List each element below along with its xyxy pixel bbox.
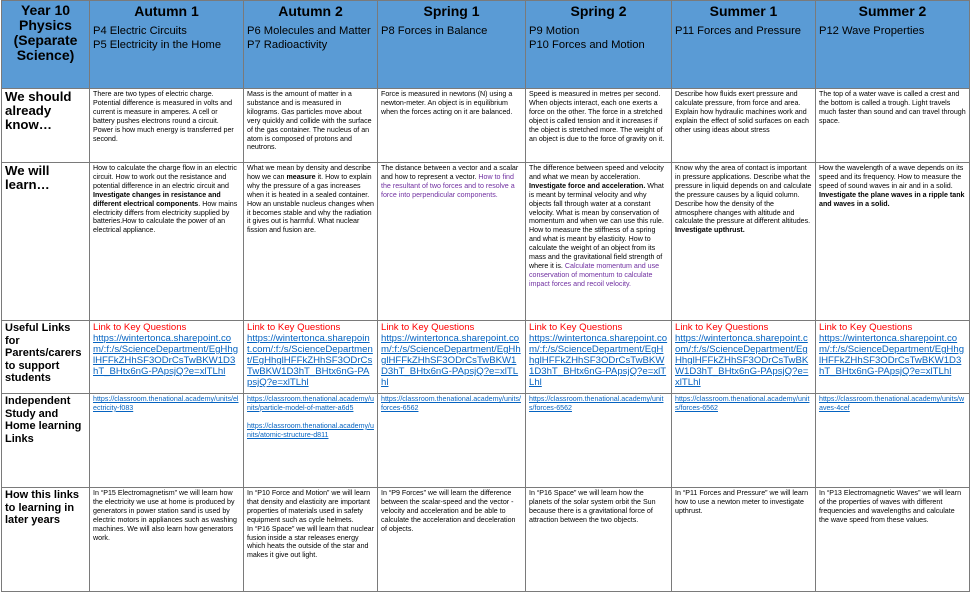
sharepoint-link[interactable]: https://wintertonca.sharepoint.com/:f:/s/ScienceDepartment/EgHhglHFFkZHhSF3ODrCsTwBKW1D3hT_BHtx6nG-PApsjQ?e=xlTLhl: [529, 333, 668, 388]
prior-knowledge-cell: Speed is measured in metres per second. When objects interact, each one exerts a force on the other. The force in a stretched object is called tension and it increases if the object is stretched more. The weight of an object is due to the force of gravity on it.: [526, 89, 672, 163]
practical-highlight: Investigate force and acceleration.: [529, 181, 646, 190]
table-title: Year 10 Physics (Separate Science): [2, 1, 90, 89]
learning-cell: [672, 163, 816, 321]
term-summer-2: [816, 1, 970, 89]
row-label: Useful Links for Parents/carers to support students: [2, 321, 90, 394]
prior-knowledge-cell: The top of a water wave is called a crest and the bottom is called a trough. Light travels much faster than sound and can travel through space.: [816, 89, 970, 163]
oak-academy-link[interactable]: https://classroom.thenational.academy/units/forces-6562: [529, 395, 664, 412]
sharepoint-link[interactable]: https://wintertonca.sharepoint.com/:f:/s/ScienceDepartment/EgHhglHFFkZHhSF3ODrCsTwBKW1D3hT_BHtx6nG-PApsjQ?e=xlTLhl: [93, 333, 239, 377]
learning-text: How the wavelength of a wave depends on its speed and its frequency. How to measure the speed of sound waves in air and in a solid.: [819, 164, 964, 190]
unit-title: P5 Electricity in the Home: [93, 39, 222, 51]
learning-cell: [244, 163, 378, 321]
key-questions-label: Link to Key Questions: [529, 322, 623, 333]
later-learning-text: In “P16 Space” we will learn that nuclear fusion inside a star releases energy which heats the outside of the star and makes it give out light.: [247, 524, 374, 560]
useful-links-cell: [816, 321, 970, 394]
term-name: Spring 1: [423, 3, 480, 19]
unit-list: [381, 24, 522, 38]
prior-knowledge-cell: Force is measured in newtons (N) using a newton-meter. An object is in equilibrium when the forces acting on it are balanced.: [378, 89, 526, 163]
oak-academy-link[interactable]: https://classroom.thenational.academy/units/electricity-f083: [93, 395, 239, 412]
row-later-learning: [2, 488, 970, 592]
useful-links-cell: [526, 321, 672, 394]
independent-study-cell: [816, 394, 970, 488]
learning-cell: [816, 163, 970, 321]
independent-study-cell: [526, 394, 672, 488]
row-prior-knowledge: [2, 89, 970, 163]
row-independent-study: [2, 394, 970, 488]
useful-links-cell: [378, 321, 526, 394]
sharepoint-link[interactable]: https://wintertonca.sharepoint.com/:f:/s/ScienceDepartment/EgHhglHFFkZHhSF3ODrCsTwBKW1D3hT_BHtx6nG-PApsjQ?e=xlTLhl: [247, 333, 373, 388]
extension-text: How to find the resultant of two forces and to resolve a force into perpendicular components.: [381, 172, 515, 199]
learning-cell: [90, 163, 244, 321]
prior-knowledge-cell: Mass is the amount of matter in a substance and is measured in kilograms. Gas particles move about very quickly and collide with the surface of the gas container. The nucleus of an atom is composed of protons and neutrons.: [244, 89, 378, 163]
key-questions-label: Link to Key Questions: [675, 322, 769, 333]
unit-title: P11 Forces and Pressure: [675, 25, 802, 37]
key-questions-label: Link to Key Questions: [93, 322, 187, 333]
independent-study-cell: [244, 394, 378, 488]
learning-cell: [526, 163, 672, 321]
key-questions-label: Link to Key Questions: [247, 322, 341, 333]
key-questions-label: Link to Key Questions: [819, 322, 913, 333]
oak-academy-link[interactable]: https://classroom.thenational.academy/units/forces-6562: [675, 395, 810, 412]
independent-study-cell: [378, 394, 526, 488]
unit-title: P8 Forces in Balance: [381, 25, 488, 37]
unit-list: [93, 24, 240, 52]
key-questions-label: Link to Key Questions: [381, 322, 475, 333]
learning-text: The distance between a vector and a scalar and how to represent a vector.: [381, 164, 519, 181]
row-label: We will learn…: [2, 163, 90, 321]
learning-text: Know why the area of contact is important in pressure applications. Describe what the pressure in liquid depends on and calculate the pressure causes by a liquid column. Describe how the density of the atmosphere changes with altitude and calculate the pressure at different altitudes.: [675, 164, 812, 226]
row-label: Independent Study and Home learning Links: [2, 394, 90, 488]
term-spring-1: [378, 1, 526, 89]
term-name: Summer 1: [709, 3, 778, 19]
unit-title: P12 Wave Properties: [819, 25, 925, 37]
later-learning-cell: In “P11 Forces and Pressure” we will learn how to use a newton meter to investigate upthrust.: [672, 488, 816, 592]
practical-highlight: Investigate upthrust.: [675, 226, 745, 235]
learning-text: What is meant by terminal velocity and why objects fall through water at a constant velocity. What is mean by conservation of momentum and when we can use this rule. How to measure the stiffness of a spring and what is meant by elasticity. How to calculate the weight of an object from its mass and the gravitational field strength of where it is.: [529, 181, 664, 270]
row-label: We should already know…: [2, 89, 90, 163]
later-learning-text: In “P10 Force and Motion” we will learn that density and elasticity are important properties of materials used in safety equipment such as cycle helmets.: [247, 489, 371, 524]
term-autumn-1: [90, 1, 244, 89]
unit-title: P10 Forces and Motion: [529, 39, 645, 51]
term-name: Summer 2: [858, 3, 927, 19]
unit-list: [675, 24, 812, 38]
row-label: How this links to learning in later years: [2, 488, 90, 592]
useful-links-cell: [244, 321, 378, 394]
unit-title: P9 Motion: [529, 25, 580, 37]
unit-title: P4 Electric Circuits: [93, 25, 187, 37]
header-row: [2, 1, 970, 89]
sharepoint-link[interactable]: https://wintertonca.sharepoint.com/:f:/s/ScienceDepartment/EgHhglHFFkZHhSF3ODrCsTwBKW1D3hT_BHtx6nG-PApsjQ?e=xlTLhl: [675, 333, 809, 388]
curriculum-map-table: [1, 0, 970, 592]
row-learning: [2, 163, 970, 321]
term-name: Autumn 1: [134, 3, 199, 19]
independent-study-cell: [672, 394, 816, 488]
later-learning-cell: [244, 488, 378, 592]
unit-list: [529, 24, 668, 52]
oak-academy-link[interactable]: https://classroom.thenational.academy/units/waves-4cef: [819, 395, 965, 412]
learning-text: What we mean by density and describe how we can: [247, 164, 371, 181]
independent-study-cell: [90, 394, 244, 488]
later-learning-cell: In “P16 Space” we will learn how the planets of the solar system orbit the Sun because there is a gravitational force of attraction between the two objects.: [526, 488, 672, 592]
unit-list: [247, 24, 374, 52]
term-summer-1: [672, 1, 816, 89]
term-name: Spring 2: [570, 3, 627, 19]
unit-title: P6 Molecules and Matter: [247, 25, 371, 37]
practical-highlight: Investigate changes in resistance and different electrical components: [93, 190, 221, 208]
prior-knowledge-cell: Describe how fluids exert pressure and calculate pressure, from force and area. Explain how hydraulic machines work and explain the effect of solid surfaces on each other using ideas about stress: [672, 89, 816, 163]
later-learning-cell: In “P9 Forces” we will learn the difference between the scalar-speed and the vector -velocity and acceleration and be able to calculate the acceleration and deceleration of objects.: [378, 488, 526, 592]
row-useful-links: [2, 321, 970, 394]
practical-highlight: measure: [286, 172, 316, 181]
term-spring-2: [526, 1, 672, 89]
term-name: Autumn 2: [278, 3, 343, 19]
practical-highlight: Investigate the plane waves in a ripple tank and waves in a solid.: [819, 190, 965, 208]
learning-text: it. How to explain why the pressure of a gas increases when it is heated in a sealed container. How an unstable nucleus changes when it becomes stable and why the radiation it gives out is harmful. What nuclear fission and fusion are.: [247, 172, 374, 235]
useful-links-cell: [672, 321, 816, 394]
oak-academy-link[interactable]: https://classroom.thenational.academy/units/atomic-structure-d811: [247, 421, 374, 439]
learning-text: . How mains electricity differs from electricity supplied by batteries.How to calculate the power of an electrical appliance.: [93, 199, 238, 235]
extension-text: Calculate momentum and use conservation of momentum to calculate impact forces and recoil velocity.: [529, 261, 660, 288]
learning-cell: [378, 163, 526, 321]
learning-text: How to calculate the charge flow in an electric circuit. How to work out the resistance and potential difference in an electric circuit and: [93, 164, 237, 190]
useful-links-cell: [90, 321, 244, 394]
oak-academy-link[interactable]: https://classroom.thenational.academy/units/particle-model-of-matter-a6d5: [247, 395, 374, 412]
sharepoint-link[interactable]: https://wintertonca.sharepoint.com/:f:/s/ScienceDepartment/EgHhglHFFkZHhSF3ODrCsTwBKW1D3hT_BHtx6nG-PApsjQ?e=xlTLhl: [819, 333, 965, 377]
later-learning-cell: In “P13 Electromagnetic Waves” we will learn of the properties of waves with different frequencies and wavelengths and calculate the wave speed from these values.: [816, 488, 970, 592]
unit-list: [819, 24, 966, 38]
sharepoint-link[interactable]: https://wintertonca.sharepoint.com/:f:/s/ScienceDepartment/EgHhglHFFkZHhSF3ODrCsTwBKW1D3hT_BHtx6nG-PApsjQ?e=xlTLhl: [381, 333, 521, 388]
prior-knowledge-cell: There are two types of electric charge. Potential difference is measured in volts and current is measure in amperes. A cell or battery pushes electrons round a circuit. Power is how much energy is transferred per second.: [90, 89, 244, 163]
term-autumn-2: [244, 1, 378, 89]
oak-academy-link[interactable]: https://classroom.thenational.academy/units/forces-6562: [381, 395, 521, 412]
unit-title: P7 Radioactivity: [247, 39, 328, 51]
later-learning-cell: In “P15 Electromagnetism” we will learn how the electricity we use at home is produced by generators in power station sand is used by electric motors in appliances such as washing machines. We will also learn how generators work.: [90, 488, 244, 592]
learning-text: The difference between speed and velocity and what we mean by acceleration.: [529, 164, 664, 181]
